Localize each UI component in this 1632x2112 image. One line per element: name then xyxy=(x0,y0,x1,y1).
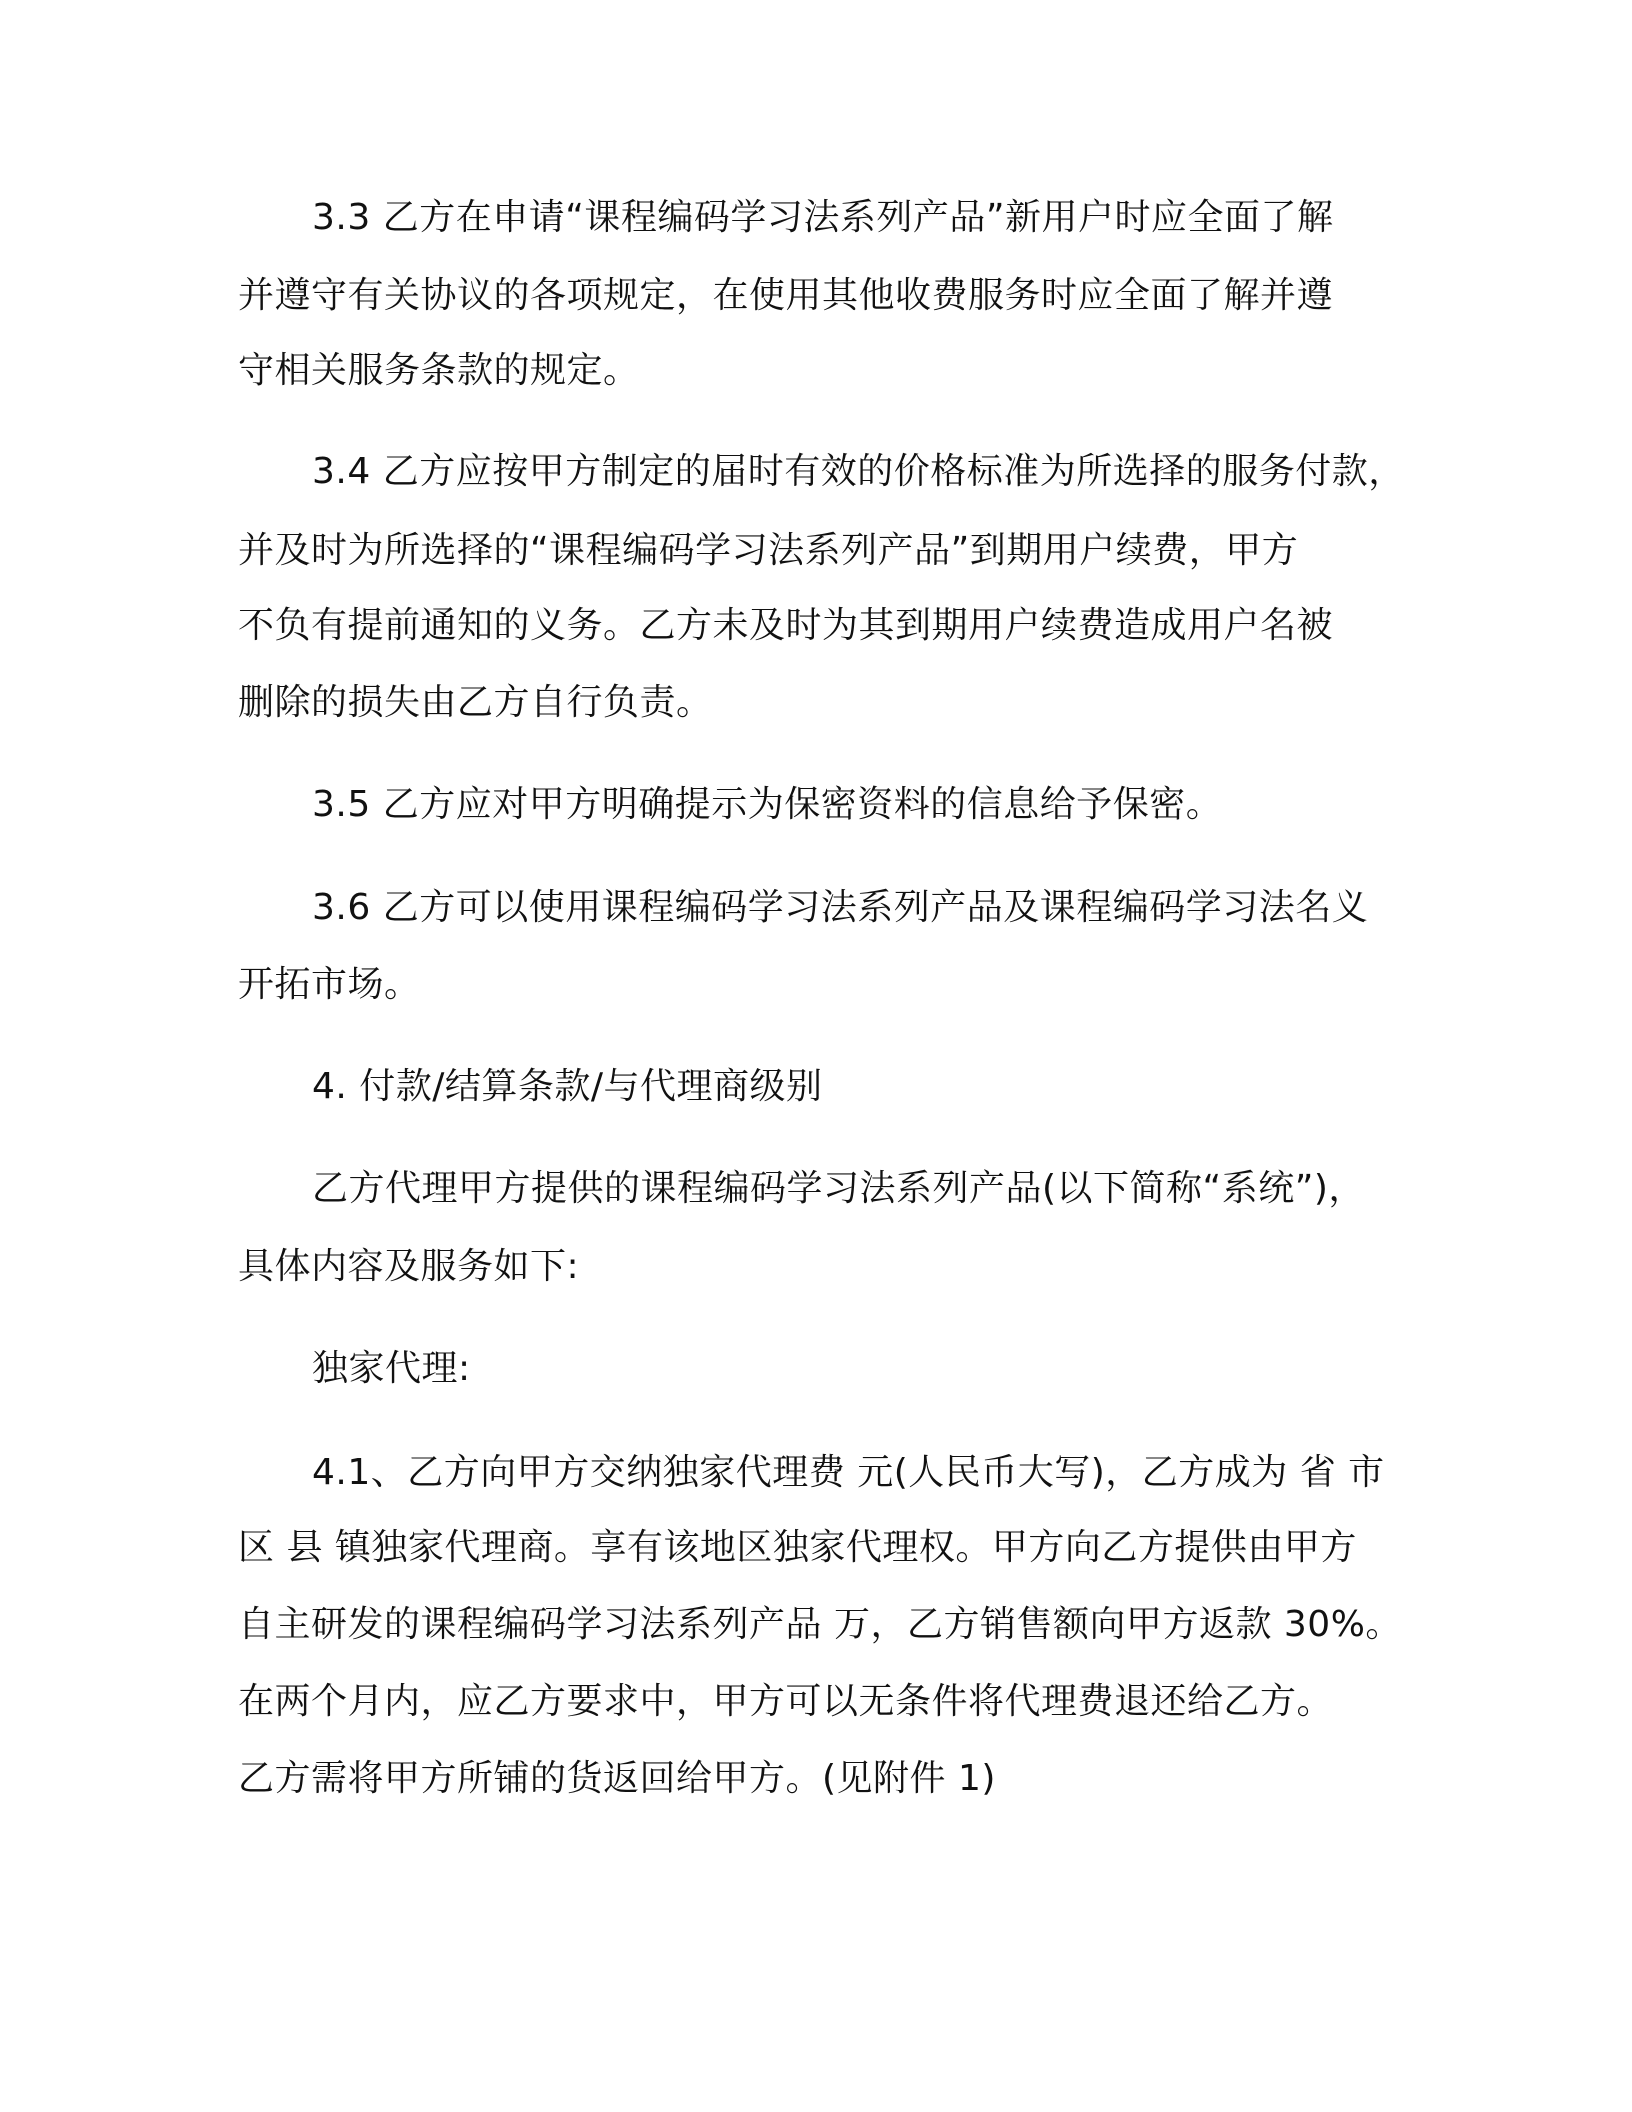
paragraph-3-4-line-3: 不负有提前通知的义务。乙方未及时为其到期用户续费造成用户名被 xyxy=(238,605,1334,646)
section-4-intro-line-1: 乙方代理甲方提供的课程编码学习法系列产品(以下简称“系统”)， xyxy=(312,1168,1365,1209)
paragraph-3-3-line-2: 并遵守有关协议的各项规定，在使用其他收费服务时应全面了解并遵 xyxy=(238,275,1334,316)
paragraph-3-6-line-1: 3.6 乙方可以使用课程编码学习法系列产品及课程编码学习法名义 xyxy=(312,887,1369,928)
exclusive-agent-label: 独家代理: xyxy=(312,1348,471,1389)
paragraph-3-4-line-4: 删除的损失由乙方自行负责。 xyxy=(238,682,713,723)
paragraph-4-1-line-1: 4.1、乙方向甲方交纳独家代理费 元(人民币大写)，乙方成为 省 市 xyxy=(312,1452,1385,1493)
paragraph-4-1-line-5: 乙方需将甲方所铺的货返回给甲方。(见附件 1) xyxy=(238,1758,996,1799)
paragraph-3-3-line-3: 守相关服务条款的规定。 xyxy=(238,350,640,391)
section-4-intro-line-2: 具体内容及服务如下: xyxy=(238,1246,580,1287)
paragraph-3-4-line-2: 并及时为所选择的“课程编码学习法系列产品”到期用户续费，甲方 xyxy=(238,530,1299,571)
paragraph-3-5-line-1: 3.5 乙方应对甲方明确提示为保密资料的信息给予保密。 xyxy=(312,784,1223,825)
section-4-heading: 4. 付款/结算条款/与代理商级别 xyxy=(312,1066,823,1107)
paragraph-4-1-line-4: 在两个月内，应乙方要求中，甲方可以无条件将代理费退还给乙方。 xyxy=(238,1681,1334,1722)
paragraph-3-6-line-2: 开拓市场。 xyxy=(238,964,421,1005)
paragraph-3-4-line-1: 3.4 乙方应按甲方制定的届时有效的价格标准为所选择的服务付款， xyxy=(312,451,1405,492)
paragraph-3-3-line-1: 3.3 乙方在申请“课程编码学习法系列产品”新用户时应全面了解 xyxy=(312,197,1334,238)
paragraph-4-1-line-3: 自主研发的课程编码学习法系列产品 万，乙方销售额向甲方返款 30%。 xyxy=(238,1604,1402,1645)
paragraph-4-1-line-2: 区 县 镇独家代理商。享有该地区独家代理权。甲方向乙方提供由甲方 xyxy=(238,1527,1357,1568)
